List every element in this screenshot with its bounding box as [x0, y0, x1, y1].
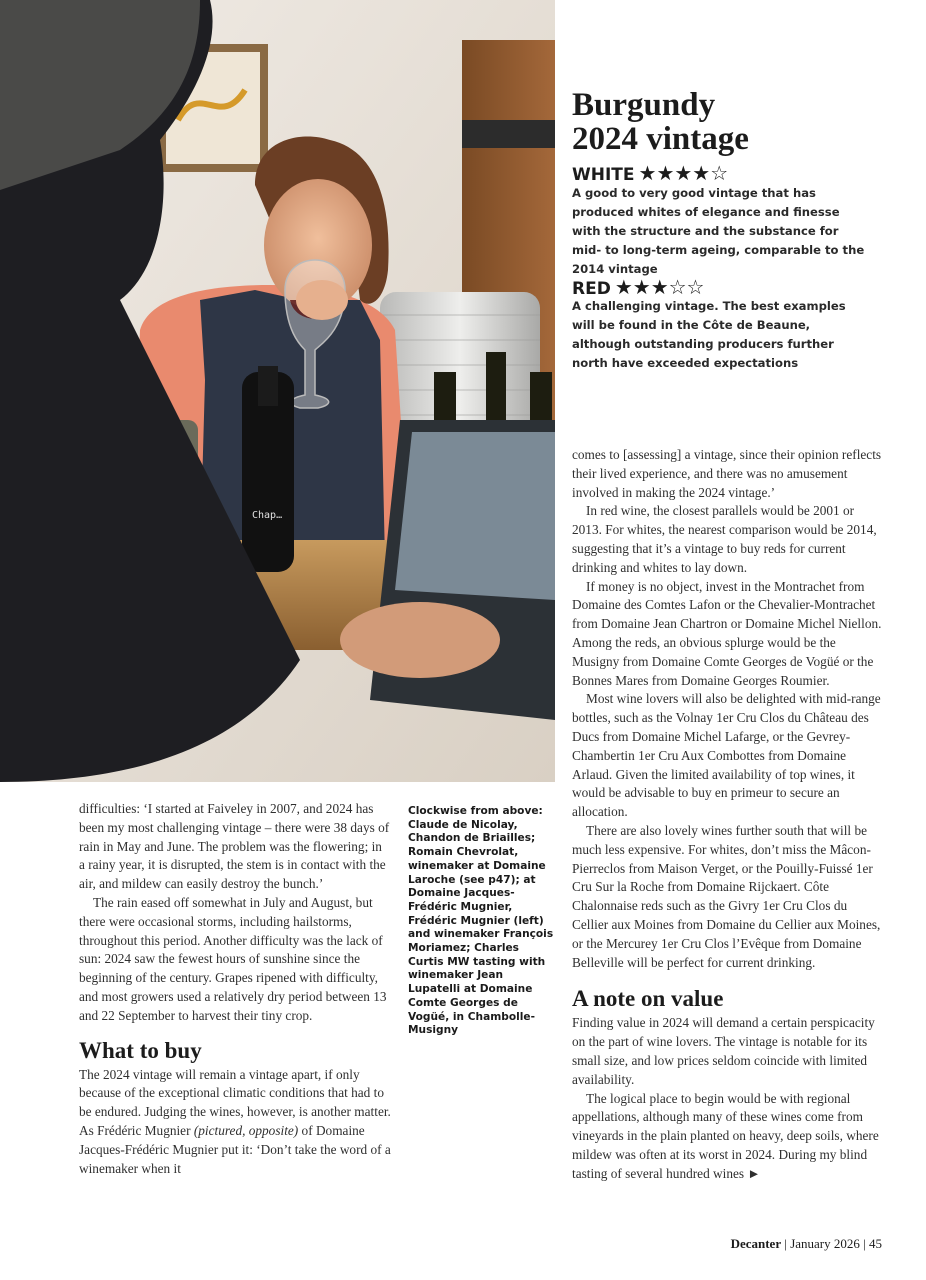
- right-paragraph-6: Finding value in 2024 will demand a certain perspicacity on the part of wine lovers. The vintage is notable for its small size, and low prices seldom coincide with limited availability.: [572, 1015, 875, 1087]
- photo-bottle-label: Chap…: [252, 510, 283, 521]
- red-rating-label: RED: [572, 279, 611, 299]
- right-paragraph-5: There are also lovely wines further south that will be much less expensive. For whites, don’t miss the Mâcon-Pierreclos from Maison Verget, or the Pouilly-Fuissé 1er Cru Sur la Roche from Domaine Rijckaert. Côte Chalonnaise reds such as the Givry 1er Cru Clos du Cellier aux Moines from Domaine du Cellier aux Moines, or the Mercurey 1er Cru Clos l’Evêque from Domaine Belleville will be perfect for current drinking.: [572, 822, 881, 970]
- heading-note-on-value: A note on value: [572, 986, 724, 1012]
- pictured-note: (pictured, opposite): [193, 1122, 299, 1138]
- white-rating-text: A good to very good vintage that has produced whites of elegance and finesse with the structure and the substance for mid- to long-term ageing, comparable to the 2014 vintage: [572, 186, 865, 276]
- left-column: [79, 800, 391, 1178]
- photo-man-hand: [340, 602, 500, 678]
- white-rating-stars-icon: ★★★★☆: [638, 161, 729, 185]
- footer-separator: |: [784, 1236, 787, 1251]
- red-rating-heading: [572, 275, 704, 299]
- vintage-title-line2: 2024 vintage: [572, 121, 749, 157]
- left-paragraph-2: The rain eased off somewhat in July and August, but there were occasional storms, including hailstorms, throughout this period. Another difficulty was the lack of sun: 2024 saw the fewest hours of sunshine since the beginning of the century. Grapes ripened with difficulty, and most growers used a relatively dry period between 13 and 22 September to harvest their tiny crop.: [79, 894, 387, 1023]
- page-footer: [731, 1236, 882, 1252]
- footer-page-number: 45: [869, 1236, 882, 1251]
- photo-caption: Clockwise from above: Claude de Nicolay, Chandon de Briailles; Romain Chevrolat, winemaker at Domaine Laroche (see p47); at Domaine Jacques-Frédéric Mugnier, Frédéric Mugnier (left) and winemaker François Moriamez; Charles Curtis MW tasting with winemaker Jean Lupatelli at Domaine Comte Georges de Vogüé, in Chambolle-Musigny: [408, 805, 554, 1037]
- white-rating-label: WHITE: [572, 165, 635, 185]
- white-rating-heading: [572, 161, 728, 185]
- footer-issue: January 2026: [790, 1236, 860, 1251]
- right-column: [572, 446, 884, 1183]
- right-paragraph-7: The logical place to begin would be with regional appellations, although many of these wines come from vineyards in the plain planted on heavy, deep soils, where mildew was often at its worst in 2024. During my blind tasting of several hundred wines ►: [572, 1090, 879, 1181]
- heading-what-to-buy: What to buy: [79, 1037, 202, 1063]
- footer-magazine: Decanter: [730, 1236, 782, 1251]
- red-rating-stars-icon: ★★★☆☆: [614, 275, 705, 299]
- footer-separator: |: [863, 1236, 866, 1251]
- right-paragraph-2: In red wine, the closest parallels would be 2001 or 2013. For whites, the nearest comparison would be 2014, suggesting that it’s a vintage to buy reds for current drinking and whites to lay down.: [572, 503, 877, 575]
- vintage-title-line1: Burgundy: [572, 87, 716, 123]
- right-paragraph-3: If money is no object, invest in the Montrachet from Domaine des Comtes Lafon or the Chevalier-Montrachet from Domaine Jean Chartron or Domaine Michel Niellon. Among the reds, an obvious splurge would be the Musigny from Domaine Comte Georges de Vogüé or the Bonnes Mares from Domaine Georges Roumier.: [572, 578, 882, 688]
- right-paragraph-1: comes to [assessing] a vintage, since their opinion reflects their lived experience, and there was no amusement involved in making the 2024 vintage.’: [572, 447, 882, 500]
- right-paragraph-4: Most wine lovers will also be delighted with mid-range bottles, such as the Volnay 1er Cru Clos du Château des Ducs from Domaine Michel Lafarge, or the Gevrey-Chambertin 1er Cru Aux Combottes from Domaine Arlaud. Given the limited availability of top wines, it would be advisable to buy en primeur to secure an allocation.: [572, 691, 881, 820]
- left-paragraph-3: The 2024 vintage will remain a vintage apart, if only because of the exceptional climatic conditions that had to be endured. Judging the wines, however, is another matter. As Frédéric Mugnier (pictured, opposite) of Domaine Jacques-Frédéric Mugnier put it: ‘Don’t take the word of a winemaker when it: [79, 1066, 391, 1176]
- vintage-title: [572, 88, 912, 156]
- red-rating-text: A challenging vintage. The best examples will be found in the Côte de Beaune, although outstanding producers further north have exceeded expectations: [572, 299, 846, 370]
- left-paragraph-1: difficulties: ‘I started at Faiveley in 2007, and 2024 has been my most challenging vintage – there were 38 days of rain in May and June. The problem was the flowering; in a rainy year, it is disrupted, the stem is in contact with the air, and mildew can easily destroy the bunch.’: [79, 801, 390, 892]
- feature-photo: [0, 0, 555, 782]
